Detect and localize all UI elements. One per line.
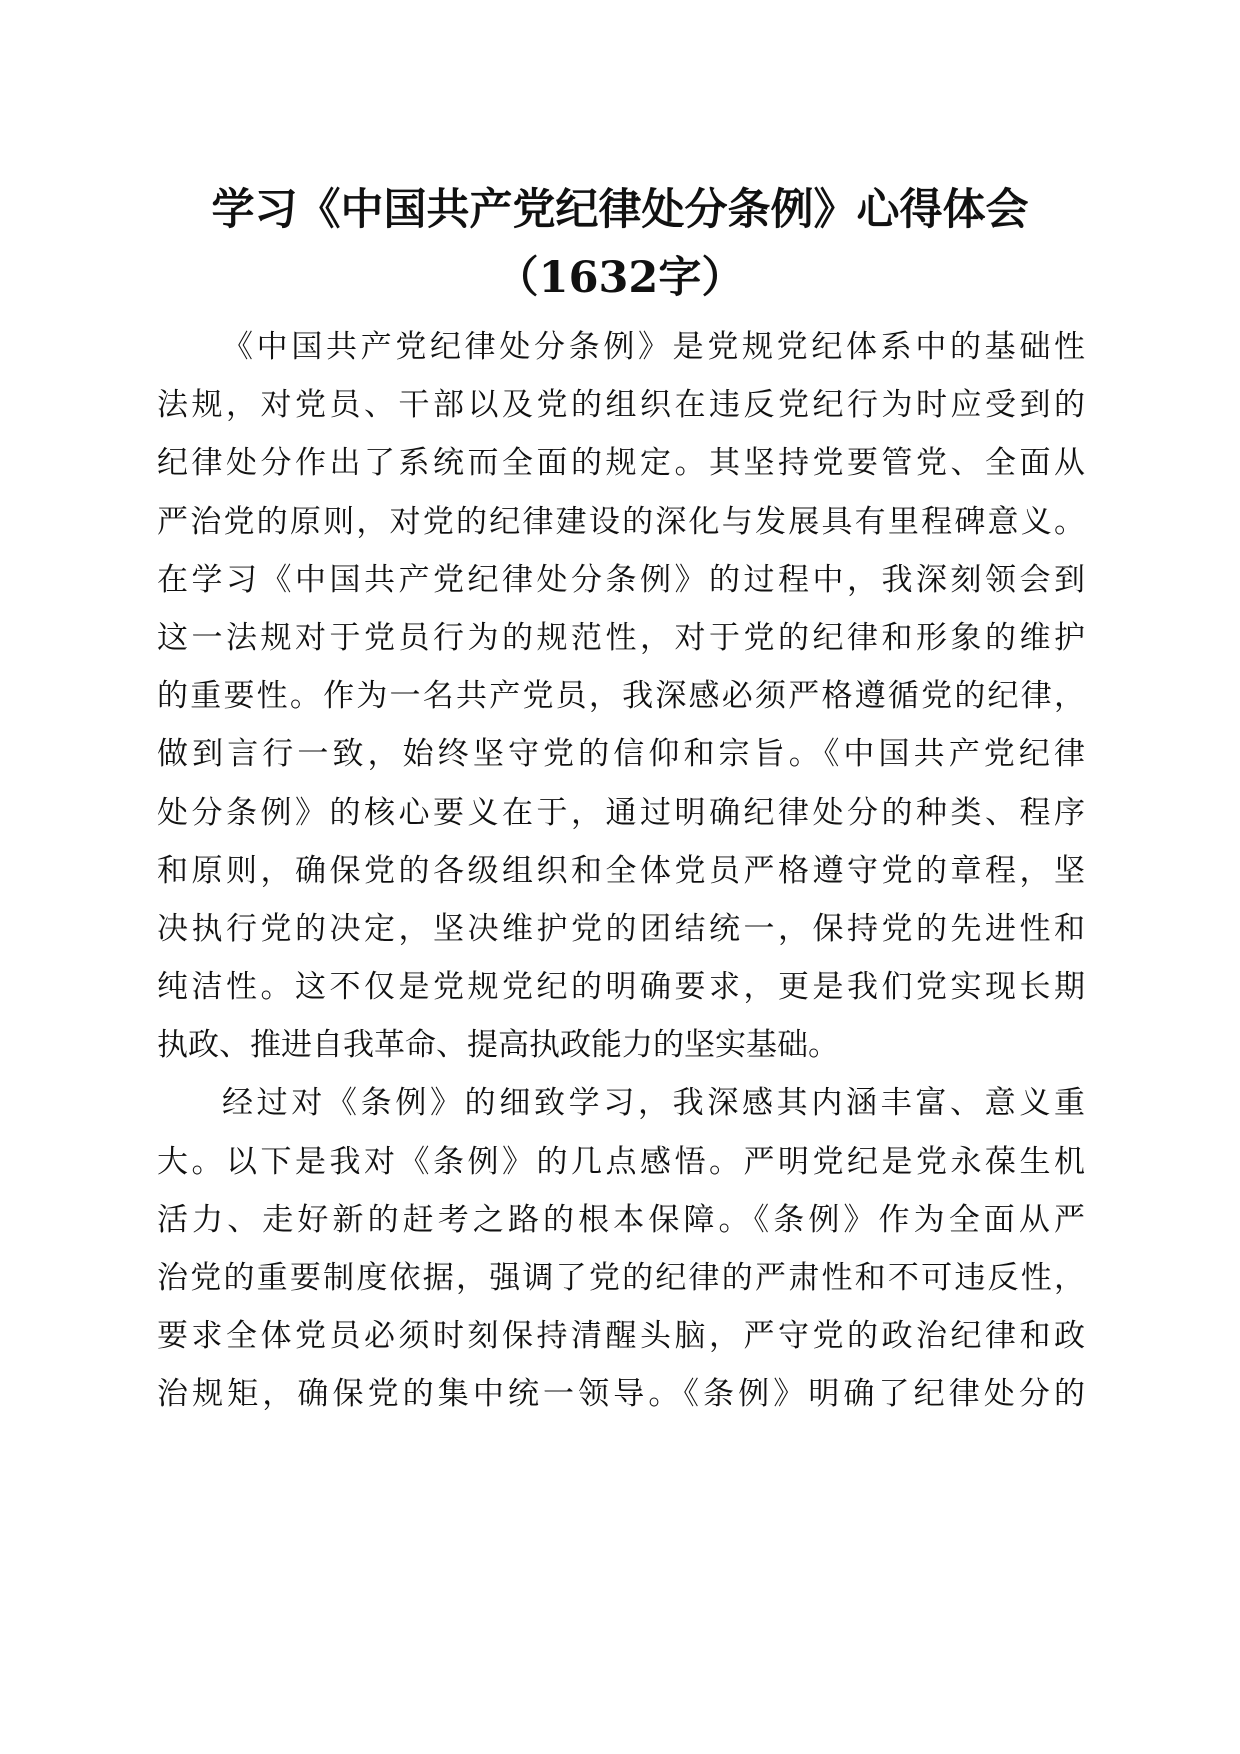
paragraph-line: 的重要性。作为一名共产党员，我深感必须严格遵循党的纪律， [157,678,1085,715]
paragraph-line: 这一法规对于党员行为的规范性，对于党的纪律和形象的维护 [157,619,1085,656]
paragraph-line: 要求全体党员必须时刻保持清醒头脑，严守党的政治纪律和政 [157,1318,1085,1355]
paragraph-line: 治规矩，确保党的集中统一领导。《条例》明确了纪律处分的 [157,1376,1085,1413]
paragraph-line: 做到言行一致，始终坚守党的信仰和宗旨。《中国共产党纪律 [157,736,1085,773]
paragraph-line: 大。以下是我对《条例》的几点感悟。严明党纪是党永葆生机 [157,1143,1085,1180]
paragraph-line: 在学习《中国共产党纪律处分条例》的过程中，我深刻领会到 [157,561,1085,598]
document-body [157,318,1085,1424]
paragraph-line: 《中国共产党纪律处分条例》是党规党纪体系中的基础性 [222,329,1085,365]
paragraph-line: 活力、走好新的赶考之路的根本保障。《条例》作为全面从严 [157,1201,1085,1238]
paragraph-line: 处分条例》的核心要义在于，通过明确纪律处分的种类、程序 [157,794,1085,831]
document-title: 学习《中国共产党纪律处分条例》心得体会 [211,185,1029,235]
paragraph-line: 和原则，确保党的各级组织和全体党员严格遵守党的章程，坚 [157,852,1085,889]
paragraph-line: 治党的重要制度依据，强调了党的纪律的严肃性和不可违反性， [157,1260,1085,1296]
paragraph-line: 严治党的原则，对党的纪律建设的深化与发展具有里程碑意义。 [157,503,1085,540]
paragraph-line: 经过对《条例》的细致学习，我深感其内涵丰富、意义重 [222,1085,1085,1122]
paragraph-line: 纪律处分作出了系统而全面的规定。其坚持党要管党、全面从 [157,445,1085,482]
paragraph-line: 纯洁性。这不仅是党规党纪的明确要求，更是我们党实现长期 [157,969,1085,1006]
paragraph-line: 法规，对党员、干部以及党的组织在违反党纪行为时应受到的 [157,387,1085,424]
document-word-count: （1632字） [495,253,745,303]
paragraph-line: 决执行党的决定，坚决维护党的团结统一，保持党的先进性和 [157,910,1085,947]
paragraph-line: 执政、推进自我革命、提高执政能力的坚实基础。 [157,1027,839,1064]
